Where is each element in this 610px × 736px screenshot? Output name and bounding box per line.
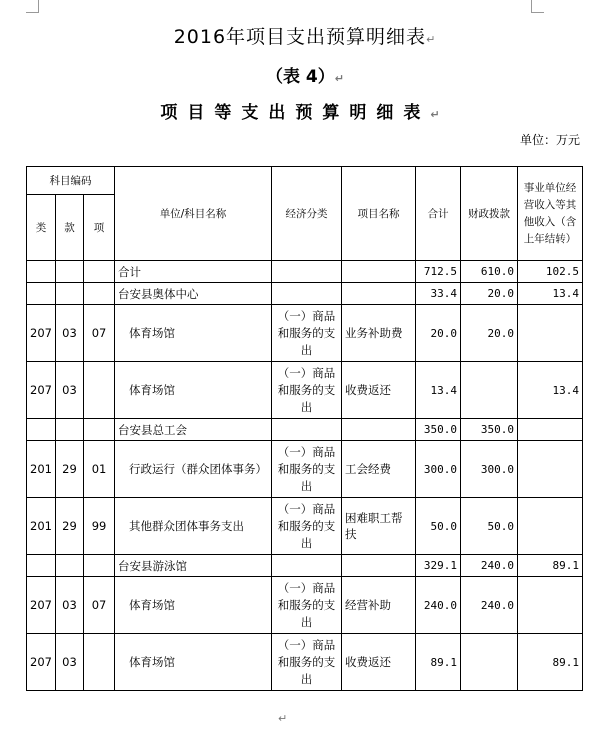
cell-kuan xyxy=(56,419,84,441)
cell-fiscal: 350.0 xyxy=(461,419,518,441)
cell-econ-class: （一）商品和服务的支出 xyxy=(272,305,342,362)
cell-unit-name: 体育场馆 xyxy=(115,577,272,634)
cell-project-name: 经营补助 xyxy=(342,577,416,634)
cell-total: 329.1 xyxy=(416,555,461,577)
header-total: 合计 xyxy=(416,167,461,261)
table-title: 项目等支出预算明细表↵ xyxy=(160,103,450,123)
cell-total: 300.0 xyxy=(416,441,461,498)
table-row xyxy=(27,261,583,283)
cell-econ-class xyxy=(272,283,342,305)
table-row xyxy=(27,555,583,577)
cell-project-name xyxy=(342,555,416,577)
cell-fiscal: 240.0 xyxy=(461,555,518,577)
cell-fiscal xyxy=(461,634,518,691)
table-row xyxy=(27,634,583,691)
cell-econ-class: （一）商品和服务的支出 xyxy=(272,362,342,419)
cell-total: 712.5 xyxy=(416,261,461,283)
cell-unit-name: 体育场馆 xyxy=(115,634,272,691)
cell-total: 50.0 xyxy=(416,498,461,555)
cell-kuan xyxy=(56,283,84,305)
document-subtitle: （表 4）↵ xyxy=(266,67,344,87)
header-project-name: 项目名称 xyxy=(342,167,416,261)
cell-other-income: 13.4 xyxy=(518,362,583,419)
cell-lei xyxy=(27,555,56,577)
cell-fiscal: 20.0 xyxy=(461,283,518,305)
cell-total: 89.1 xyxy=(416,634,461,691)
cell-other-income xyxy=(518,305,583,362)
table-row xyxy=(27,498,583,555)
header-lei: 类 xyxy=(27,195,56,261)
header-unit-name: 单位/科目名称 xyxy=(115,167,272,261)
cell-econ-class: （一）商品和服务的支出 xyxy=(272,441,342,498)
table-row xyxy=(27,577,583,634)
cell-xiang xyxy=(84,261,115,283)
cell-econ-class xyxy=(272,555,342,577)
cell-other-income xyxy=(518,498,583,555)
cell-lei: 201 xyxy=(27,441,56,498)
cell-lei xyxy=(27,261,56,283)
cell-fiscal: 300.0 xyxy=(461,441,518,498)
cell-xiang xyxy=(84,283,115,305)
cell-lei: 207 xyxy=(27,634,56,691)
cell-other-income: 13.4 xyxy=(518,283,583,305)
cell-lei: 207 xyxy=(27,577,56,634)
cell-kuan xyxy=(56,261,84,283)
cell-total: 240.0 xyxy=(416,577,461,634)
cell-project-name xyxy=(342,419,416,441)
cell-lei xyxy=(27,419,56,441)
cell-econ-class xyxy=(272,419,342,441)
cell-xiang: 07 xyxy=(84,577,115,634)
paragraph-mark: ↵ xyxy=(278,712,288,725)
cell-econ-class: （一）商品和服务的支出 xyxy=(272,498,342,555)
cell-kuan: 03 xyxy=(56,577,84,634)
cell-xiang xyxy=(84,555,115,577)
cell-lei: 207 xyxy=(27,362,56,419)
cell-project-name: 工会经费 xyxy=(342,441,416,498)
cell-kuan: 29 xyxy=(56,441,84,498)
cell-other-income: 102.5 xyxy=(518,261,583,283)
cell-other-income xyxy=(518,441,583,498)
cell-project-name: 收费返还 xyxy=(342,362,416,419)
cell-xiang: 01 xyxy=(84,441,115,498)
cell-kuan: 03 xyxy=(56,362,84,419)
cell-kuan: 03 xyxy=(56,305,84,362)
page-corner-mark-right xyxy=(531,0,544,13)
document-title: 2016年项目支出预算明细表↵ xyxy=(173,26,437,48)
table-row xyxy=(27,441,583,498)
cell-fiscal: 610.0 xyxy=(461,261,518,283)
cell-unit-name: 台安县总工会 xyxy=(115,419,272,441)
cell-total: 350.0 xyxy=(416,419,461,441)
cell-other-income xyxy=(518,577,583,634)
cell-econ-class xyxy=(272,261,342,283)
header-kuan: 款 xyxy=(56,195,84,261)
page-corner-mark-left xyxy=(26,0,39,13)
cell-project-name: 业务补助费 xyxy=(342,305,416,362)
table-row xyxy=(27,419,583,441)
cell-lei xyxy=(27,283,56,305)
cell-total: 20.0 xyxy=(416,305,461,362)
cell-unit-name: 行政运行（群众团体事务） xyxy=(115,441,272,498)
cell-kuan: 03 xyxy=(56,634,84,691)
cell-kuan xyxy=(56,555,84,577)
cell-xiang xyxy=(84,634,115,691)
cell-xiang: 07 xyxy=(84,305,115,362)
cell-total: 33.4 xyxy=(416,283,461,305)
cell-econ-class: （一）商品和服务的支出 xyxy=(272,634,342,691)
cell-fiscal: 240.0 xyxy=(461,577,518,634)
cell-project-name: 困难职工帮扶 xyxy=(342,498,416,555)
cell-other-income: 89.1 xyxy=(518,634,583,691)
cell-unit-name: 合计 xyxy=(115,261,272,283)
cell-econ-class: （一）商品和服务的支出 xyxy=(272,577,342,634)
header-fiscal: 财政拨款 xyxy=(461,167,518,261)
cell-other-income xyxy=(518,419,583,441)
cell-project-name xyxy=(342,261,416,283)
budget-detail-table xyxy=(26,166,583,691)
cell-unit-name: 体育场馆 xyxy=(115,362,272,419)
cell-xiang xyxy=(84,419,115,441)
cell-unit-name: 其他群众团体事务支出 xyxy=(115,498,272,555)
cell-unit-name: 体育场馆 xyxy=(115,305,272,362)
header-business-income: 事业单位经营收入等其他收入（含上年结转） xyxy=(518,167,583,261)
cell-fiscal: 50.0 xyxy=(461,498,518,555)
cell-unit-name: 台安县奥体中心 xyxy=(115,283,272,305)
cell-xiang xyxy=(84,362,115,419)
cell-total: 13.4 xyxy=(416,362,461,419)
header-econ-class: 经济分类 xyxy=(272,167,342,261)
cell-project-name: 收费返还 xyxy=(342,634,416,691)
cell-lei: 201 xyxy=(27,498,56,555)
header-subject-code: 科目编码 xyxy=(27,167,115,195)
cell-xiang: 99 xyxy=(84,498,115,555)
cell-fiscal xyxy=(461,362,518,419)
header-xiang: 项 xyxy=(84,195,115,261)
table-row xyxy=(27,283,583,305)
cell-unit-name: 台安县游泳馆 xyxy=(115,555,272,577)
cell-other-income: 89.1 xyxy=(518,555,583,577)
cell-lei: 207 xyxy=(27,305,56,362)
table-row xyxy=(27,305,583,362)
table-row xyxy=(27,362,583,419)
unit-label: 单位：万元 xyxy=(519,133,580,147)
cell-fiscal: 20.0 xyxy=(461,305,518,362)
cell-kuan: 29 xyxy=(56,498,84,555)
cell-project-name xyxy=(342,283,416,305)
